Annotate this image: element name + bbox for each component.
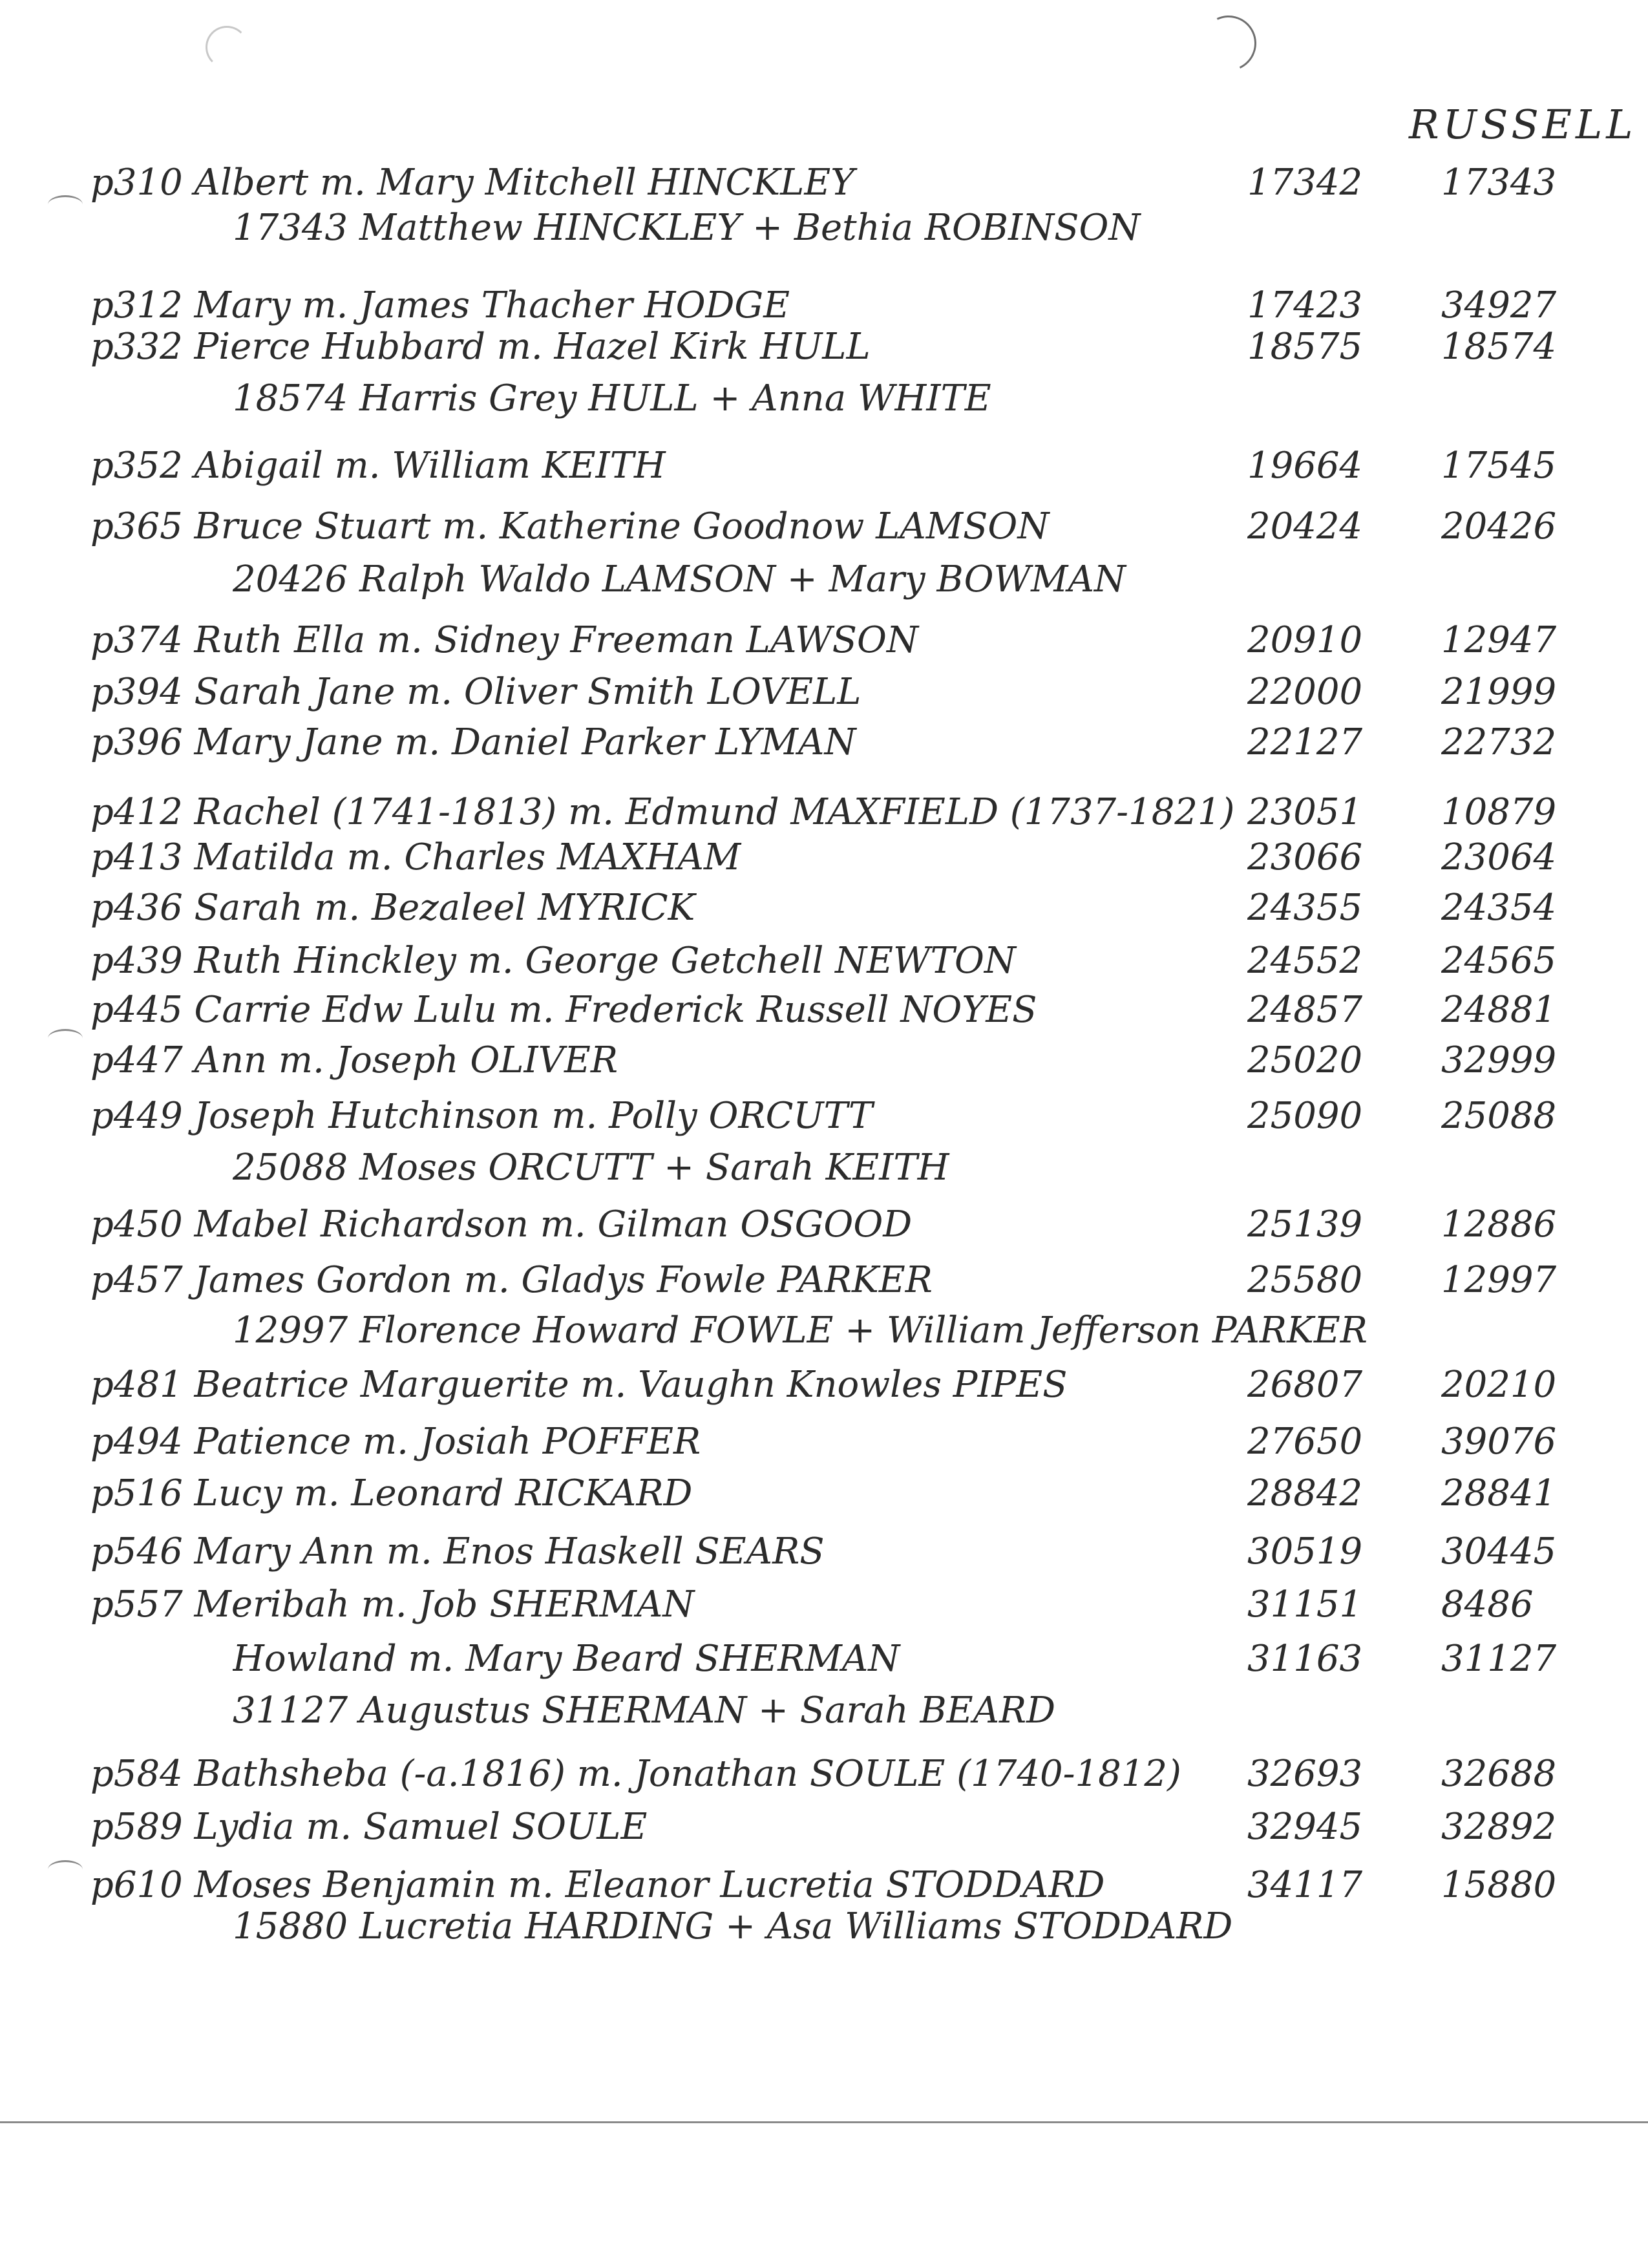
entry-id-primary: 24857	[1247, 989, 1363, 1031]
entry-id-primary: 34117	[1247, 1864, 1363, 1906]
entry-id-secondary: 32688	[1441, 1753, 1557, 1795]
entry-id-primary: 22000	[1247, 671, 1363, 713]
entry-id-primary: 24552	[1247, 940, 1363, 982]
entry-row	[90, 1361, 1629, 1409]
binder-mark	[48, 195, 83, 214]
entry-row	[90, 1037, 1629, 1085]
entry-id-secondary: 12997	[1441, 1259, 1557, 1301]
entry-row	[90, 323, 1629, 371]
entry-id-primary: 31151	[1247, 1584, 1363, 1626]
entry-row	[90, 1528, 1629, 1576]
entry-description: p413 Matilda m. Charles MAXHAM	[90, 836, 741, 878]
entry-id-primary: 31163	[1247, 1638, 1363, 1680]
entry-row	[90, 1635, 1629, 1683]
entry-id-secondary: 23064	[1441, 836, 1557, 878]
punch-hole-mark	[1193, 8, 1264, 79]
entry-row	[90, 719, 1629, 767]
page-bottom-rule	[0, 2121, 1648, 2123]
entry-id-secondary: 39076	[1441, 1421, 1557, 1463]
entry-id-primary: 32945	[1247, 1806, 1363, 1848]
entry-row	[90, 834, 1629, 882]
entry-row	[90, 282, 1629, 330]
entry-description: Howland m. Mary Beard SHERMAN	[233, 1638, 900, 1680]
punch-hole-mark	[206, 26, 248, 69]
entry-row	[90, 1256, 1629, 1304]
entry-id-primary: 17342	[1247, 162, 1363, 204]
entry-row	[90, 1144, 1629, 1192]
entry-row	[90, 668, 1629, 716]
entry-description: 31127 Augustus SHERMAN + Sarah BEARD	[233, 1690, 1056, 1732]
entry-row	[90, 884, 1629, 932]
entry-description: p481 Beatrice Marguerite m. Vaughn Knowles PIPES	[90, 1364, 1068, 1406]
entry-row	[90, 375, 1629, 423]
entry-row	[90, 503, 1629, 551]
entry-id-secondary: 32999	[1441, 1039, 1557, 1081]
entry-description: p494 Patience m. Josiah POFFER	[90, 1421, 701, 1463]
entry-description: p412 Rachel (1741-1813) m. Edmund MAXFIELD (1737-1821)	[90, 791, 1235, 833]
entry-id-primary: 18575	[1247, 326, 1363, 368]
entry-id-primary: 20424	[1247, 505, 1363, 547]
entry-description: p445 Carrie Edw Lulu m. Frederick Russell NOYES	[90, 989, 1037, 1031]
entry-id-primary: 23066	[1247, 836, 1363, 878]
entry-description: p610 Moses Benjamin m. Eleanor Lucretia STODDARD	[90, 1864, 1105, 1906]
entry-id-primary: 25020	[1247, 1039, 1363, 1081]
entry-id-primary: 25139	[1247, 1203, 1363, 1245]
entry-row	[90, 617, 1629, 664]
entry-id-secondary: 22732	[1441, 721, 1557, 763]
entry-row	[90, 1418, 1629, 1466]
entry-id-secondary: 25088	[1441, 1095, 1557, 1137]
entry-id-secondary: 18574	[1441, 326, 1557, 368]
entry-id-secondary: 20210	[1441, 1364, 1557, 1406]
entry-id-primary: 28842	[1247, 1472, 1363, 1514]
entry-row	[90, 1307, 1629, 1355]
entry-row	[90, 1861, 1629, 1909]
entry-id-secondary: 28841	[1441, 1472, 1557, 1514]
entry-id-primary: 20910	[1247, 619, 1363, 661]
entry-description: p352 Abigail m. William KEITH	[90, 445, 666, 487]
entry-row	[90, 1581, 1629, 1629]
entry-id-secondary: 20426	[1441, 505, 1557, 547]
entry-id-secondary: 8486	[1441, 1584, 1534, 1626]
entry-description: 18574 Harris Grey HULL + Anna WHITE	[233, 377, 991, 419]
entry-description: p436 Sarah m. Bezaleel MYRICK	[90, 887, 695, 929]
entry-id-secondary: 17545	[1441, 445, 1557, 487]
entry-row	[90, 1201, 1629, 1249]
entry-description: p447 Ann m. Joseph OLIVER	[90, 1039, 618, 1081]
entry-id-secondary: 34927	[1441, 284, 1557, 326]
entry-id-secondary: 30445	[1441, 1531, 1557, 1573]
entry-row	[90, 1092, 1629, 1140]
entry-id-primary: 19664	[1247, 445, 1363, 487]
entry-row	[90, 556, 1629, 604]
entry-id-primary: 32693	[1247, 1753, 1363, 1795]
entry-id-primary: 26807	[1247, 1364, 1363, 1406]
entry-id-secondary: 10879	[1441, 791, 1557, 833]
entry-row	[90, 204, 1629, 252]
entry-id-secondary: 31127	[1441, 1638, 1557, 1680]
entry-description: p332 Pierce Hubbard m. Hazel Kirk HULL	[90, 326, 871, 368]
entry-id-secondary: 24565	[1441, 940, 1557, 982]
entry-id-secondary: 12886	[1441, 1203, 1557, 1245]
entry-description: p516 Lucy m. Leonard RICKARD	[90, 1472, 693, 1514]
entry-row	[90, 159, 1629, 207]
entry-id-secondary: 24881	[1441, 989, 1557, 1031]
entry-description: p546 Mary Ann m. Enos Haskell SEARS	[90, 1531, 825, 1573]
entry-row	[90, 1470, 1629, 1518]
entry-row	[90, 1903, 1629, 1951]
binder-mark	[48, 1860, 83, 1879]
entry-description: p557 Meribah m. Job SHERMAN	[90, 1584, 695, 1626]
entry-id-primary: 23051	[1247, 791, 1363, 833]
entry-row	[90, 986, 1629, 1034]
entry-id-primary: 27650	[1247, 1421, 1363, 1463]
entry-row	[90, 1803, 1629, 1851]
entry-description: 15880 Lucretia HARDING + Asa Williams STODDARD	[233, 1905, 1233, 1947]
entry-id-primary: 30519	[1247, 1531, 1363, 1573]
entry-description: 17343 Matthew HINCKLEY + Bethia ROBINSON	[233, 207, 1141, 249]
entry-row	[90, 1687, 1629, 1735]
entry-row	[90, 937, 1629, 985]
entry-row	[90, 1750, 1629, 1798]
entry-description: p584 Bathsheba (-a.1816) m. Jonathan SOULE (1740-1812)	[90, 1753, 1181, 1795]
entry-id-primary: 25090	[1247, 1095, 1363, 1137]
entry-description: p396 Mary Jane m. Daniel Parker LYMAN	[90, 721, 856, 763]
entry-row	[90, 442, 1629, 490]
entry-description: p310 Albert m. Mary Mitchell HINCKLEY	[90, 162, 855, 204]
entry-id-secondary: 15880	[1441, 1864, 1557, 1906]
entry-id-primary: 24355	[1247, 887, 1363, 929]
entry-description: p449 Joseph Hutchinson m. Polly ORCUTT	[90, 1095, 873, 1137]
entry-description: p457 James Gordon m. Gladys Fowle PARKER	[90, 1259, 933, 1301]
entry-description: 25088 Moses ORCUTT + Sarah KEITH	[233, 1147, 949, 1189]
entry-description: p374 Ruth Ella m. Sidney Freeman LAWSON	[90, 619, 918, 661]
entry-description: p365 Bruce Stuart m. Katherine Goodnow LAMSON	[90, 505, 1050, 547]
entry-id-primary: 22127	[1247, 721, 1363, 763]
binder-mark	[48, 1029, 83, 1048]
entry-description: p394 Sarah Jane m. Oliver Smith LOVELL	[90, 671, 861, 713]
entry-id-secondary: 12947	[1441, 619, 1557, 661]
surname-heading: RUSSELL	[1409, 101, 1637, 148]
entry-description: 20426 Ralph Waldo LAMSON + Mary BOWMAN	[233, 558, 1126, 600]
entry-id-secondary: 32892	[1441, 1806, 1557, 1848]
entry-id-primary: 25580	[1247, 1259, 1363, 1301]
entry-description: p439 Ruth Hinckley m. George Getchell NEWTON	[90, 940, 1016, 982]
entry-description: p450 Mabel Richardson m. Gilman OSGOOD	[90, 1203, 913, 1245]
entry-description: p312 Mary m. James Thacher HODGE	[90, 284, 790, 326]
entry-id-secondary: 17343	[1441, 162, 1557, 204]
entry-description: 12997 Florence Howard FOWLE + William Jefferson PARKER	[233, 1309, 1368, 1351]
entry-row	[90, 789, 1629, 836]
entry-id-primary: 17423	[1247, 284, 1363, 326]
entry-description: p589 Lydia m. Samuel SOULE	[90, 1806, 648, 1848]
entry-id-secondary: 21999	[1441, 671, 1557, 713]
entry-id-secondary: 24354	[1441, 887, 1557, 929]
